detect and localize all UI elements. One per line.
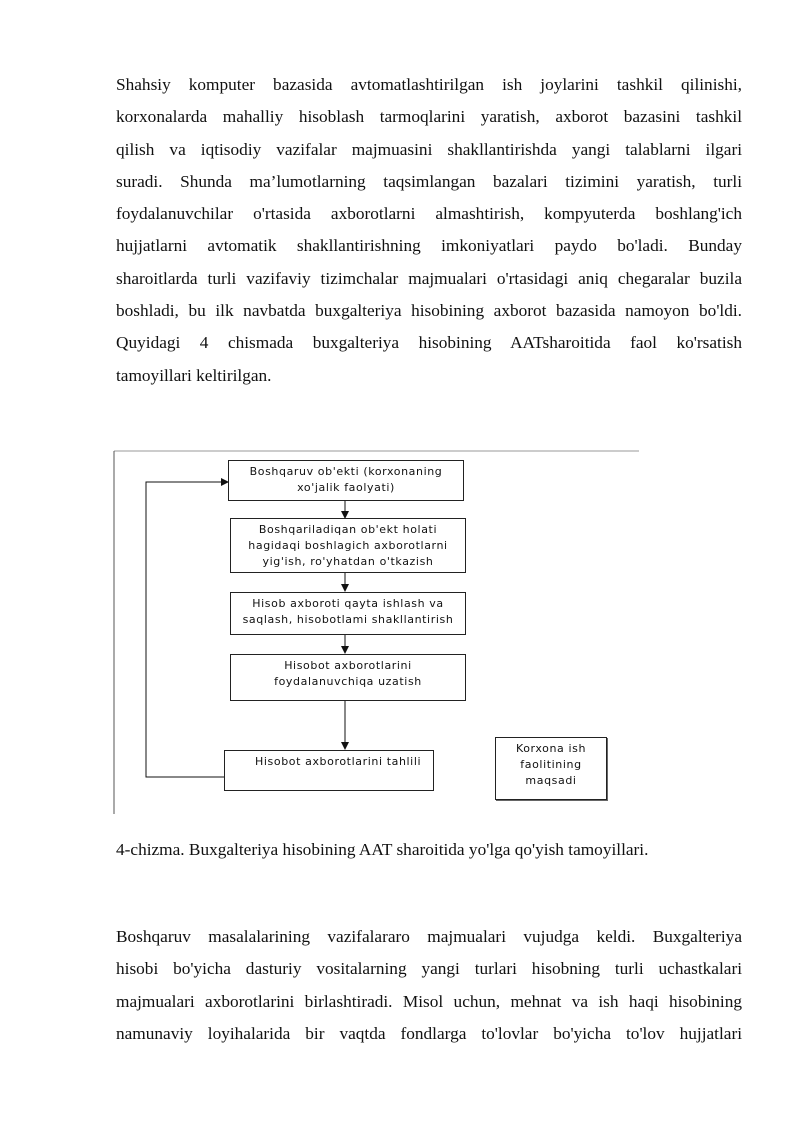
box-text: xo'jalik faolyati) (297, 481, 395, 494)
box-control-object (228, 460, 464, 501)
paragraph-line: Quyidagi 4 chismada buxgalteriya hisobining AATsharoitida faol ko'rsatish (116, 333, 742, 353)
paragraph-line: hisobi bo'yicha dasturiy vositalarning yangi turlari hisobning turli uchastkalari (116, 959, 742, 979)
flow-diagram (112, 448, 642, 818)
box-text: saqlash, hisobotlami shakllantirish (242, 613, 454, 626)
paragraph-line: suradi. Shunda ma’lumotlarning taqsimlangan bazalari tizimini yaratish, turli (116, 171, 742, 191)
box-text: Boshqaruv ob'ekti (korxonaning (249, 465, 443, 478)
paragraph-intro (116, 69, 742, 392)
paragraph-line: tamoyillari keltirilgan. (116, 365, 272, 385)
box-text: maqsadi (525, 774, 577, 787)
feedback-arrow (146, 482, 228, 777)
paragraph-line: namunaviy loyihalarida bir vaqtda fondlarga to'lovlar bo'yicha to'lov hujjatlari (116, 1023, 742, 1043)
box-initial-info (230, 518, 466, 573)
paragraph-line: qilish va iqtisodiy vazifalar majmuasini shakllantirishda yangi talablarni ilgari (116, 139, 742, 159)
box-text: hagidaqi boshlagich axborotlarni (248, 539, 448, 552)
box-text: faolitining (520, 758, 582, 771)
box-text: yig'ish, ro'yhatdan o'tkazish (262, 555, 434, 568)
box-enterprise-goal (495, 737, 607, 800)
paragraph-line: korxonalarda mahalliy hisoblash tarmoqlarini yaratish, axborot bazasini tashkil (116, 107, 742, 127)
figure-caption: 4-chizma. Buxgalteriya hisobining AAT sharoitida yo'lga qo'yish tamoyillari. (116, 840, 649, 859)
paragraph-line: Shahsiy komputer bazasida avtomatlashtirilgan ish joylarini tashkil qilinishi, (116, 75, 742, 94)
paragraph-line: boshladi, bu ilk navbatda buxgalteriya hisobining axborot bazasida namoyon bo'ldi. (116, 301, 742, 321)
box-report-analysis (224, 750, 434, 791)
box-report-transfer (230, 654, 466, 701)
box-text: Hisob axboroti qayta ishlash va (252, 597, 444, 610)
paragraph-line: majmualari axborotlarini birlashtiradi. Misol uchun, mehnat va ish haqi hisobining (116, 991, 742, 1011)
box-text: Korxona ish (515, 742, 587, 755)
paragraph-line: Boshqaruv masalalarining vazifalararo majmualari vujudga keldi. Buxgalteriya (116, 927, 742, 946)
paragraph-line: hujjatlarni avtomatik shakllantirishning imkoniyatlari paydo bo'ladi. Bunday (116, 236, 742, 256)
paragraph-body (116, 921, 742, 1050)
paragraph-line: foydalanuvchilar o'rtasida axborotlarni almashtirish, kompyuterda boshlang'ich (116, 204, 742, 224)
box-text: Boshqariladiqan ob'ekt holati (258, 523, 438, 536)
box-text: Hisobot axborotlarini tahlili (255, 755, 422, 768)
box-processing (230, 592, 466, 635)
box-text: Hisobot axborotlarini (284, 659, 412, 672)
paragraph-line: sharoitlarda turli vazifaviy tizimchalar majmualari o'rtasidagi aniq chegaralar buzila (116, 268, 742, 288)
box-text: foydalanuvchiqa uzatish (274, 675, 422, 688)
